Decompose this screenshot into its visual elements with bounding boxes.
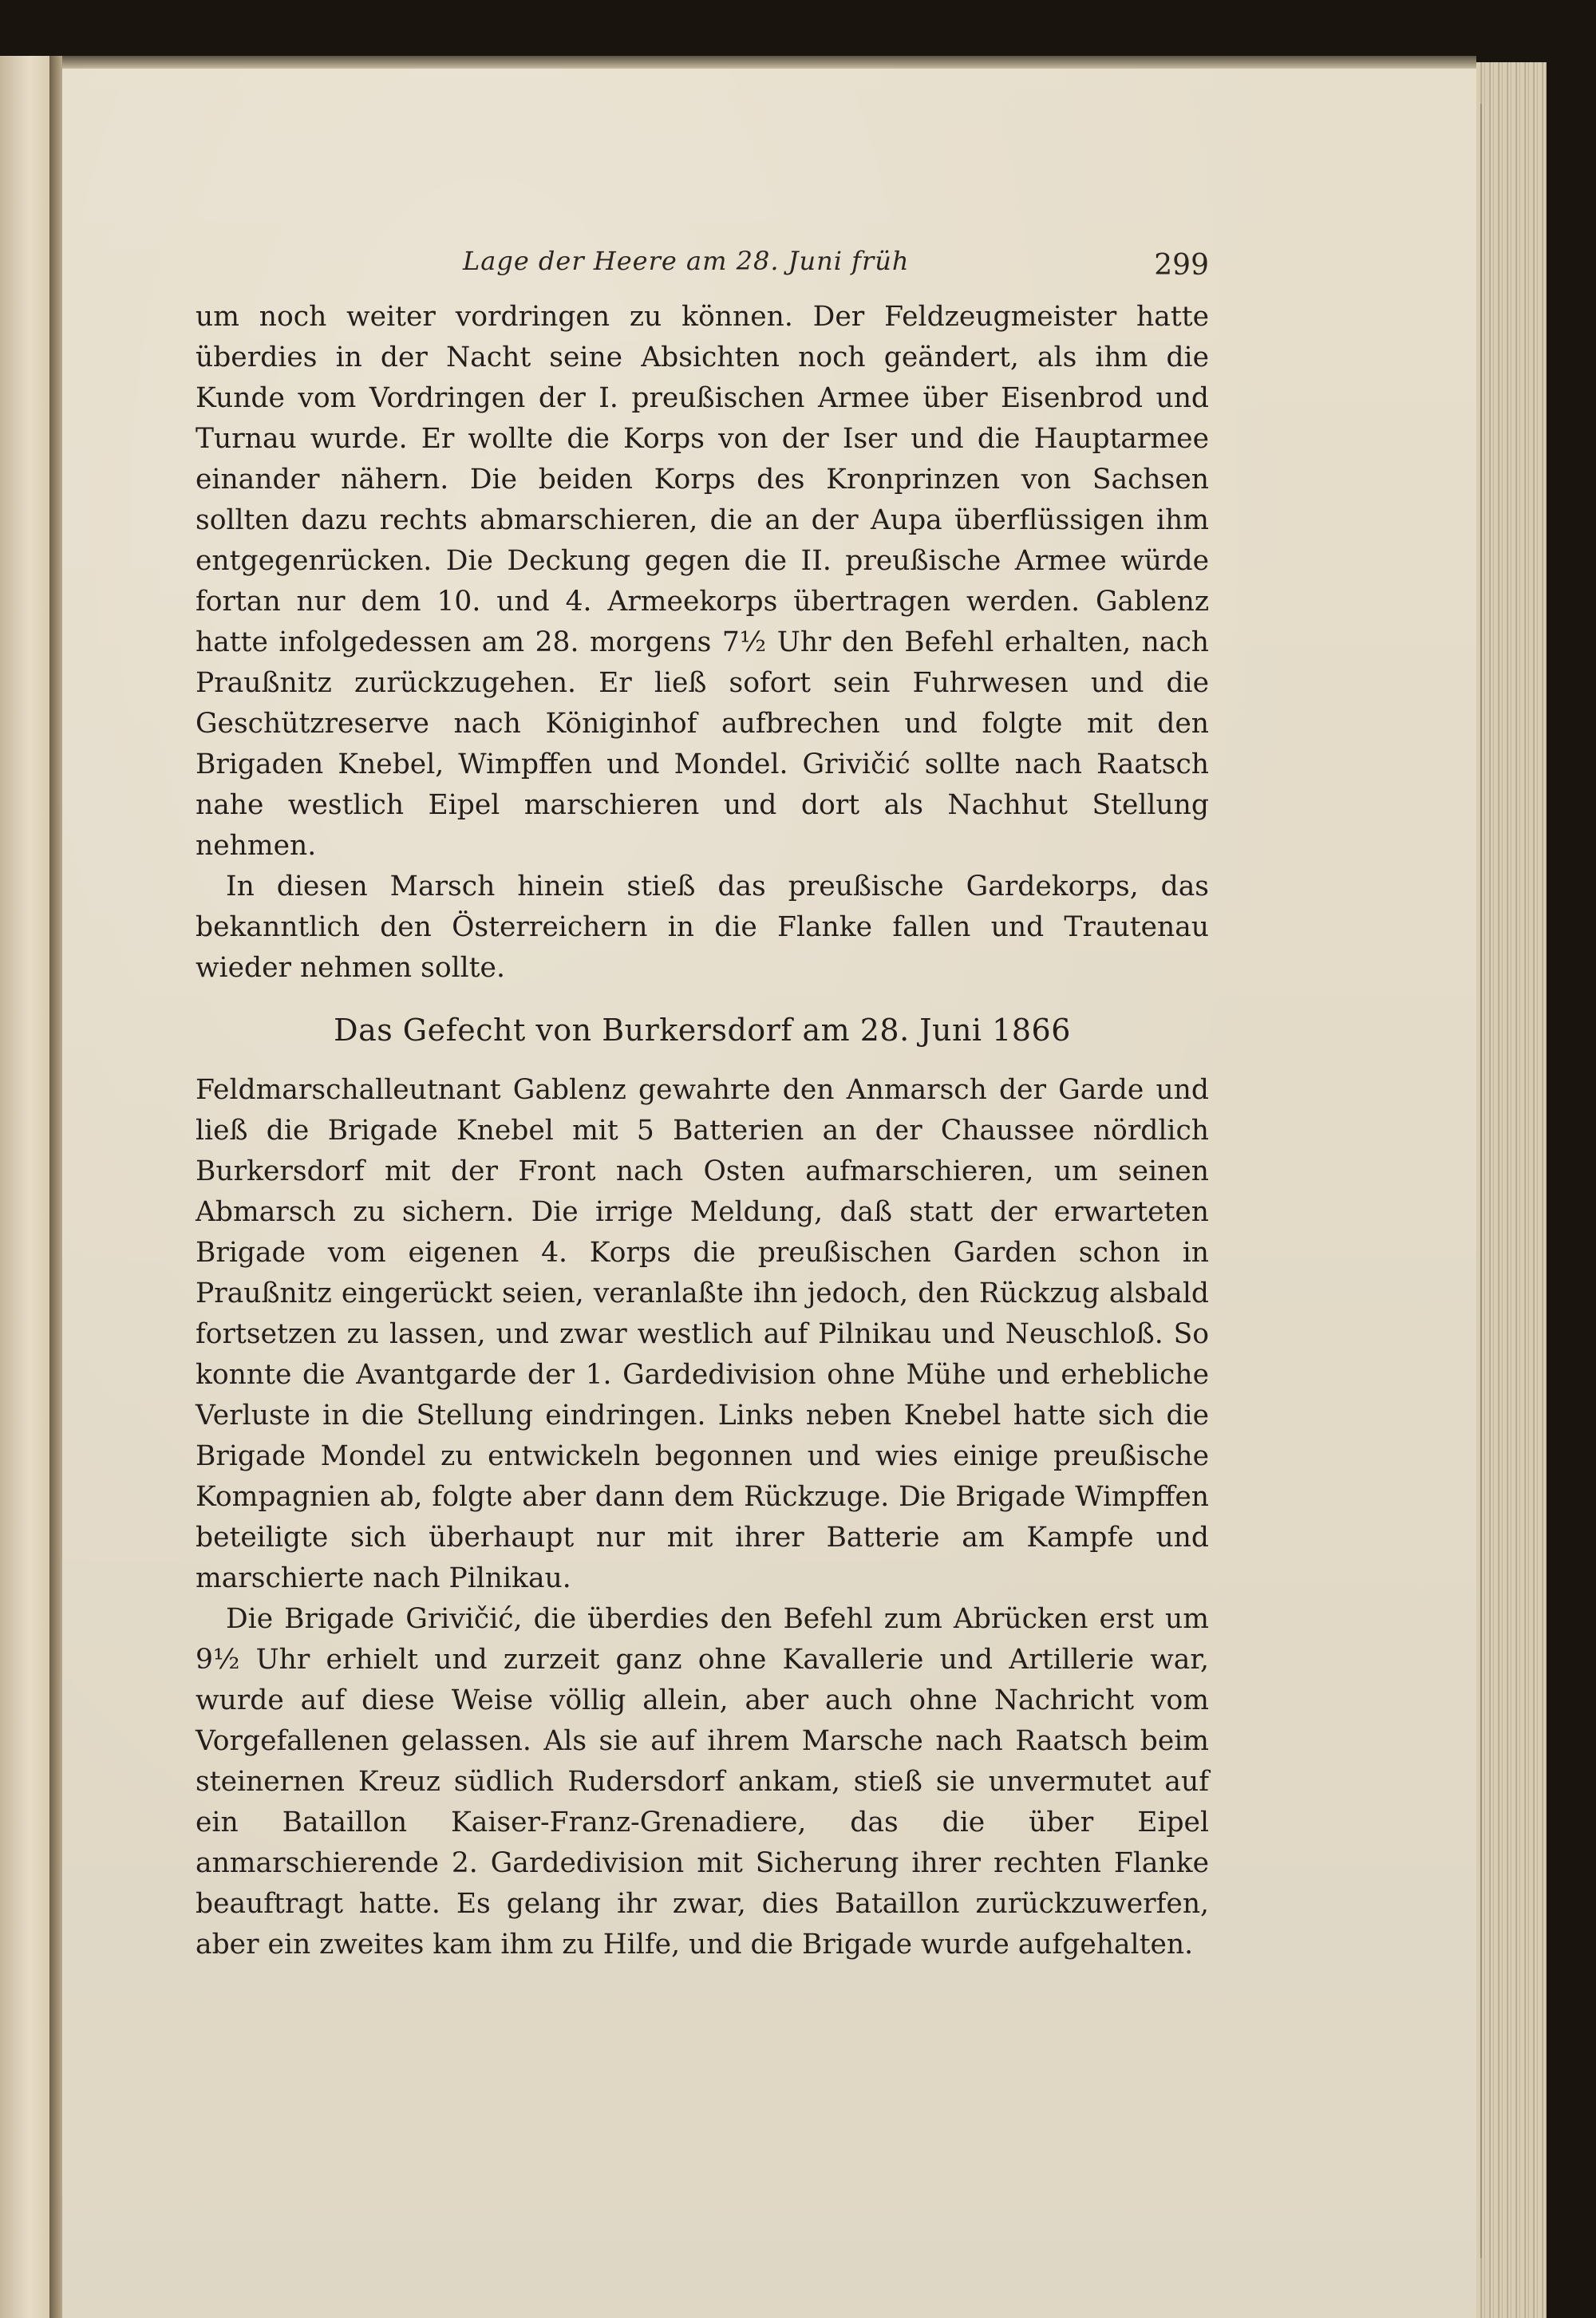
page-number: 299 [1154, 249, 1209, 282]
paragraph-4: Die Brigade Grivičić, die überdies den Befehl zum Abrücken erst um 9½ Uhr erhielt und zurzeit ganz ohne Kavallerie und Artillerie war, wurde auf diese Weise völlig allein, aber auch ohne Nachricht vom Vorgefallenen gelassen. Als sie auf ihrem Marsche nach Raatsch beim steinernen Kreuz südlich Rudersdorf ankam, stieß sie unvermutet auf ein Bataillon Kaiser-Franz-Grenadiere, das die über Eipel anmarschierende 2. Gardedivision mit Sicherung ihrer rechten Flanke beauftragt hatte. Es gelang ihr zwar, dies Bataillon zurückzuwerfen, aber ein zweites kam ihm zu Hilfe, und die Brigade wurde aufgehalten. [196, 1603, 1209, 1961]
page-body [196, 297, 1209, 1965]
book-gutter [49, 56, 62, 2318]
paragraph-2: In diesen Marsch hinein stieß das preußische Gardekorps, das bekanntlich den Österreichern in die Flanke fallen und Trautenau wieder nehmen sollte. [196, 871, 1209, 984]
facing-page-edge [0, 56, 49, 2318]
paragraph-3: Feldmarschalleutnant Gablenz gewahrte den Anmarsch der Garde und ließ die Brigade Knebel mit 5 Batterien an der Chaussee nördlich Burkersdorf mit der Front nach Osten aufmarschieren, um seinen Abmarsch zu sichern. Die irrige Meldung, daß statt der erwarteten Brigade vom eigenen 4. Korps die preußischen Garden schon in Praußnitz eingerückt seien, veranlaßte ihn jedoch, den Rückzug alsbald fortsetzen zu lassen, und zwar westlich auf Pilnikau und Neuschloß. So konnte die Avantgarde der 1. Gardedivision ohne Mühe und erhebliche Verluste in die Stellung eindringen. Links neben Knebel hatte sich die Brigade Mondel zu entwickeln begonnen und wies einige preußische Kompagnien ab, folgte aber dann dem Rückzuge. Die Brigade Wimpffen beteiligte sich überhaupt nur mit ihrer Batterie am Kampfe und marschierte nach Pilnikau. [196, 1074, 1209, 1594]
section-heading: Das Gefecht von Burkersdorf am 28. Juni 1866 [334, 1013, 1071, 1048]
page-fold-line [1480, 104, 1482, 2258]
page-stack-edges [1476, 62, 1547, 2318]
running-head [196, 239, 1209, 287]
paragraph-1: um noch weiter vordringen zu können. Der Feldzeugmeister hatte überdies in der Nacht seine Absichten noch geändert, als ihm die Kunde vom Vordringen der I. preußischen Armee über Eisenbrod und Turnau wurde. Er wollte die Korps von der Iser und die Hauptarmee einander nähern. Die beiden Korps des Kronprinzen von Sachsen sollten dazu rechts abmarschieren, die an der Aupa überflüssigen ihm entgegenrücken. Die Deckung gegen die II. preußische Armee würde fortan nur dem 10. und 4. Armeekorps übertragen werden. Gablenz hatte infolgedessen am 28. morgens 7½ Uhr den Befehl erhalten, nach Praußnitz zurückzugehen. Er ließ sofort sein Fuhrwesen und die Geschützreserve nach Königinhof aufbrechen und folgte mit den Brigaden Knebel, Wimpffen und Mondel. Grivičić sollte nach Raatsch nahe westlich Eipel marschieren und dort als Nachhut Stellung nehmen. [196, 301, 1209, 862]
running-head-title: Lage der Heere am 28. Juni früh [463, 246, 910, 276]
